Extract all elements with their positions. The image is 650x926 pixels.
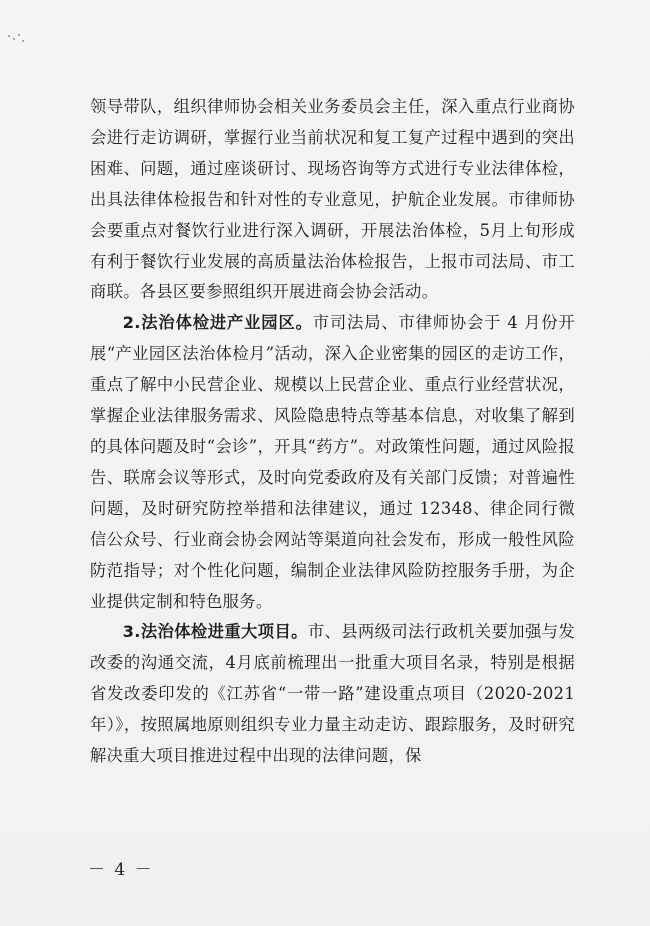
paragraph-1: [90, 92, 575, 308]
paragraph-3: [90, 617, 575, 772]
paragraph-2: [90, 308, 575, 617]
page-number: － 4 －: [88, 860, 154, 880]
section-heading-industrial-parks: 2.法治体检进产业园区。: [122, 313, 313, 333]
scan-speck: [6, 32, 28, 46]
paragraph-3-text: 市、县两级司法行政机关要加强与发改委的沟通交流，4月底前梳理出一批重大项目名录，特别是根据省发改委印发的《江苏省“一带一路”建设重点项目（2020-2021 年）》，按照属地原则组织专业力量主动走访、跟踪服务，及时研究解决重大项目推进过程中出现的法律问题，保: [90, 622, 575, 766]
paragraph-1-text: 领导带队，组织律师协会相关业务委员会主任，深入重点行业商协会进行走访调研，掌握行业当前状况和复工复产过程中遇到的突出困难、问题，通过座谈研讨、现场咨询等方式进行专业法律体检，出具法律体检报告和针对性的专业意见，护航企业发展。市律师协会要重点对餐饮行业进行深入调研，开展法治体检，5月上旬形成有利于餐饮行业发展的高质量法治体检报告，上报市司法局、市工商联。各县区要参照组织开展进商会协会活动。: [90, 97, 575, 302]
body-text: [90, 92, 575, 772]
section-heading-major-projects: 3.法治体检进重大项目。: [122, 622, 308, 642]
paragraph-2-text: 市司法局、市律师协会于 4 月份开展“产业园区法治体检月”活动，深入企业密集的园区的走访工作，重点了解中小民营企业、规模以上民营企业、重点行业经营状况，掌握企业法律服务需求、风险隐患特点等基本信息，对收集了解到的具体问题及时“会诊”，开具“药方”。对政策性问题，通过风险报告、联席会议等形式，及时向党委政府及有关部门反馈；对普遍性问题，及时研究防控举措和法律建议，通过 12348、律企同行微信公众号、行业商会协会网站等渠道向社会发布，形成一般性风险防范指导；对个性化问题，编制企业法律风险防控服务手册，为企业提供定制和特色服务。: [90, 313, 575, 611]
